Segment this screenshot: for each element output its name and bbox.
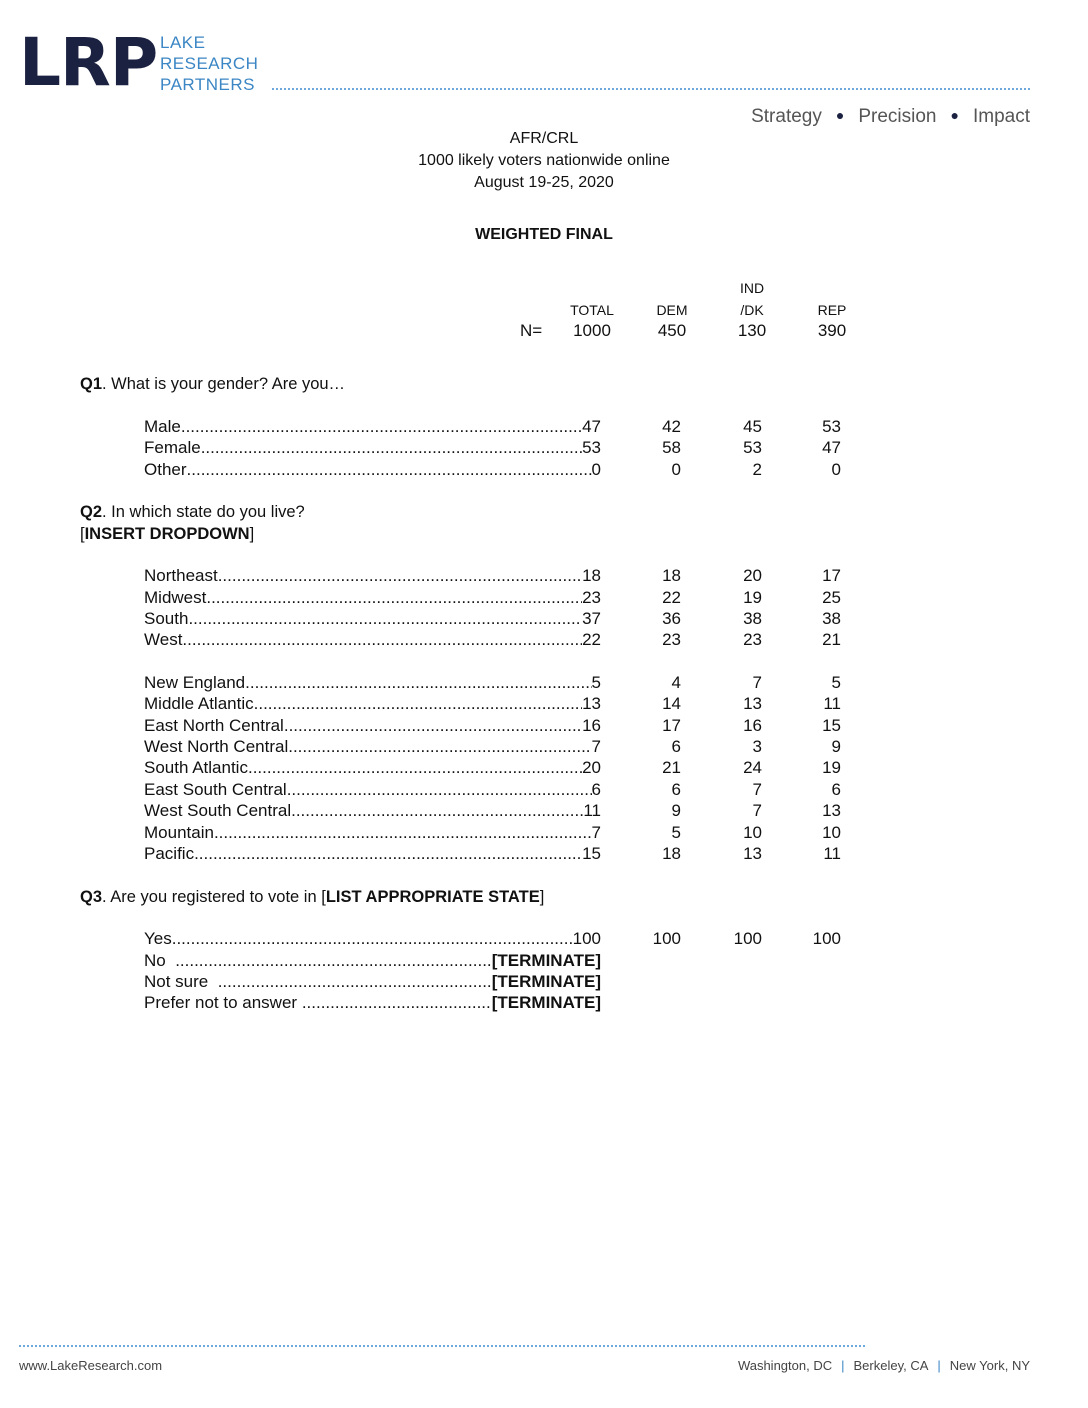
- row-dem: 6: [671, 737, 681, 756]
- row-total: 7: [591, 737, 601, 756]
- tagline-word: Precision: [858, 106, 937, 127]
- row-label: Yes: [144, 929, 172, 948]
- tagline: [751, 106, 1030, 128]
- row-dem: 18: [662, 844, 681, 863]
- table-row: [144, 971, 864, 993]
- row-rep: 10: [822, 823, 841, 842]
- question-q2: [80, 501, 305, 523]
- row-total: 6: [591, 780, 601, 799]
- row-dem: 0: [671, 460, 681, 479]
- column-header-ind-dk: /DK: [740, 302, 764, 318]
- column-header-dem: DEM: [656, 302, 688, 318]
- row-rep: 19: [822, 758, 841, 777]
- row-rep: 0: [831, 460, 841, 479]
- table-row: [144, 437, 864, 459]
- row-label: Female: [144, 438, 201, 457]
- table-row: [144, 950, 864, 972]
- row-label: No: [144, 951, 176, 970]
- row-rep: 13: [822, 801, 841, 820]
- question-instruction: [INSERT DROPDOWN]: [80, 525, 255, 543]
- tagline-word: Impact: [972, 106, 1030, 127]
- row-label: East North Central: [144, 716, 284, 735]
- n-dem: 450: [657, 321, 687, 340]
- table-row: [144, 672, 864, 694]
- row-total: [TERMINATE]: [491, 951, 601, 970]
- table-row: [144, 757, 864, 779]
- row-rep: 5: [831, 673, 841, 692]
- question-text: . In which state do you live?: [102, 503, 305, 521]
- table-row: [144, 608, 864, 630]
- row-dem: 17: [662, 716, 681, 735]
- row-label: Pacific: [144, 844, 195, 863]
- table-row: [144, 629, 864, 651]
- row-dem: 5: [671, 823, 681, 842]
- row-label: Other: [144, 460, 187, 479]
- row-label: West North Central: [144, 737, 289, 756]
- row-ind: 53: [743, 438, 762, 457]
- row-ind: 16: [743, 716, 762, 735]
- row-total: 22: [582, 630, 601, 649]
- row-total: 0: [591, 460, 601, 479]
- column-header-total: TOTAL: [570, 302, 614, 318]
- row-dem: 22: [662, 588, 681, 607]
- row-label: South Atlantic: [144, 758, 248, 777]
- row-ind: 7: [752, 673, 762, 692]
- row-total: 5: [591, 673, 601, 692]
- row-label: Middle Atlantic: [144, 694, 254, 713]
- question-instruction: LIST APPROPRIATE STATE: [325, 888, 540, 906]
- n-ind: 130: [737, 321, 767, 340]
- instruction-text: INSERT DROPDOWN: [84, 525, 250, 543]
- title-line: AFR/CRL: [509, 130, 579, 147]
- logo-word: LAKE: [160, 33, 206, 52]
- separator: |: [937, 1358, 941, 1373]
- bullet-icon: ●: [950, 107, 959, 123]
- row-total: [TERMINATE]: [491, 993, 601, 1012]
- header-divider: [272, 88, 1030, 90]
- table-row: [144, 459, 864, 481]
- row-rep: 21: [822, 630, 841, 649]
- row-rep: 53: [822, 417, 841, 436]
- row-rep: 6: [831, 780, 841, 799]
- row-ind: 2: [752, 460, 762, 479]
- table-row: [144, 822, 864, 844]
- company-logo: LRP: [19, 24, 158, 101]
- row-total: 53: [582, 438, 601, 457]
- row-total: 37: [582, 609, 601, 628]
- row-rep: 11: [823, 844, 841, 863]
- tagline-word: Strategy: [751, 106, 822, 127]
- row-dem: 6: [671, 780, 681, 799]
- row-dem: 58: [662, 438, 681, 457]
- row-label: West: [144, 630, 183, 649]
- row-dem: 21: [662, 758, 681, 777]
- row-ind: 13: [743, 844, 762, 863]
- row-total: 20: [582, 758, 601, 777]
- document-subtitle: WEIGHTED FINAL: [475, 226, 613, 243]
- question-number: Q2: [80, 503, 103, 521]
- question-number: Q3: [80, 888, 103, 906]
- office-location: Berkeley, CA: [853, 1358, 929, 1373]
- question-q1: [80, 373, 345, 395]
- row-dem: 14: [662, 694, 681, 713]
- row-label: Prefer not to answer: [144, 993, 302, 1012]
- row-total: 18: [582, 566, 601, 585]
- n-rep: 390: [817, 321, 847, 340]
- row-dem: 18: [662, 566, 681, 585]
- website-link[interactable]: www.LakeResearch.com: [19, 1358, 163, 1373]
- row-dem: 9: [671, 801, 681, 820]
- row-dem: 100: [652, 929, 681, 948]
- row-dem: 36: [662, 609, 681, 628]
- row-rep: 100: [812, 929, 841, 948]
- table-row: [144, 736, 864, 758]
- row-label: Northeast: [144, 566, 218, 585]
- row-rep: 47: [822, 438, 841, 457]
- row-rep: 15: [822, 716, 841, 735]
- question-text: . Are you registered to vote in [: [102, 888, 326, 906]
- row-total: 47: [582, 417, 601, 436]
- office-locations: [738, 1358, 1030, 1373]
- question-text: . What is your gender? Are you…: [102, 375, 346, 393]
- row-total: 16: [582, 716, 601, 735]
- table-row: [144, 992, 864, 1014]
- logo-word: RESEARCH: [160, 54, 259, 73]
- separator: |: [841, 1358, 845, 1373]
- table-row: [144, 587, 864, 609]
- row-ind: 20: [743, 566, 762, 585]
- question-bracket: ]: [539, 888, 545, 906]
- logo-word: PARTNERS: [160, 75, 256, 94]
- row-dem: 23: [662, 630, 681, 649]
- row-ind: 7: [752, 801, 762, 820]
- office-location: New York, NY: [949, 1358, 1030, 1373]
- row-label: South: [144, 609, 189, 628]
- column-header-rep: REP: [817, 302, 847, 318]
- row-total: 11: [583, 801, 601, 820]
- row-total: 13: [582, 694, 601, 713]
- table-row: [144, 800, 864, 822]
- row-ind: 10: [743, 823, 762, 842]
- row-ind: 38: [743, 609, 762, 628]
- table-row: [144, 416, 864, 438]
- table-row: [144, 715, 864, 737]
- row-rep: 11: [823, 694, 841, 713]
- column-header-ind: IND: [739, 280, 765, 296]
- row-rep: 9: [831, 737, 841, 756]
- office-location: Washington, DC: [737, 1358, 833, 1373]
- bullet-icon: ●: [835, 107, 845, 123]
- row-label: New England: [144, 673, 246, 692]
- title-line: 1000 likely voters nationwide online: [418, 152, 670, 169]
- table-row: [144, 779, 864, 801]
- row-rep: 38: [822, 609, 841, 628]
- row-dem: 42: [662, 417, 681, 436]
- row-label: East South Central: [144, 780, 287, 799]
- table-row: [144, 928, 864, 950]
- row-total: 7: [591, 823, 601, 842]
- document-title: [0, 128, 1088, 194]
- n-total: 1000: [573, 321, 611, 340]
- footer-divider: [19, 1345, 865, 1347]
- row-ind: 45: [743, 417, 762, 436]
- row-label: West South Central: [144, 801, 292, 820]
- row-ind: 100: [733, 929, 762, 948]
- question-number: Q1: [80, 375, 103, 393]
- question-q3: [80, 886, 544, 908]
- row-ind: 3: [752, 737, 762, 756]
- company-name: [160, 32, 258, 95]
- row-ind: 19: [743, 588, 762, 607]
- row-rep: 17: [822, 566, 841, 585]
- row-ind: 24: [743, 758, 762, 777]
- row-label: Midwest: [144, 588, 207, 607]
- row-total: 23: [582, 588, 601, 607]
- title-line: August 19-25, 2020: [474, 174, 614, 191]
- row-total: 100: [572, 929, 601, 948]
- row-total: [TERMINATE]: [491, 972, 601, 991]
- row-label: Mountain: [144, 823, 214, 842]
- row-dem: 4: [671, 673, 681, 692]
- table-row: [144, 843, 864, 865]
- row-label: Male: [144, 417, 181, 436]
- row-total: 15: [582, 844, 601, 863]
- table-row: [144, 565, 864, 587]
- row-ind: 13: [743, 694, 762, 713]
- table-row: [144, 693, 864, 715]
- row-ind: 23: [743, 630, 762, 649]
- row-rep: 25: [822, 588, 841, 607]
- n-label: N=: [520, 321, 543, 340]
- row-label: Not sure: [144, 972, 218, 991]
- row-ind: 7: [752, 780, 762, 799]
